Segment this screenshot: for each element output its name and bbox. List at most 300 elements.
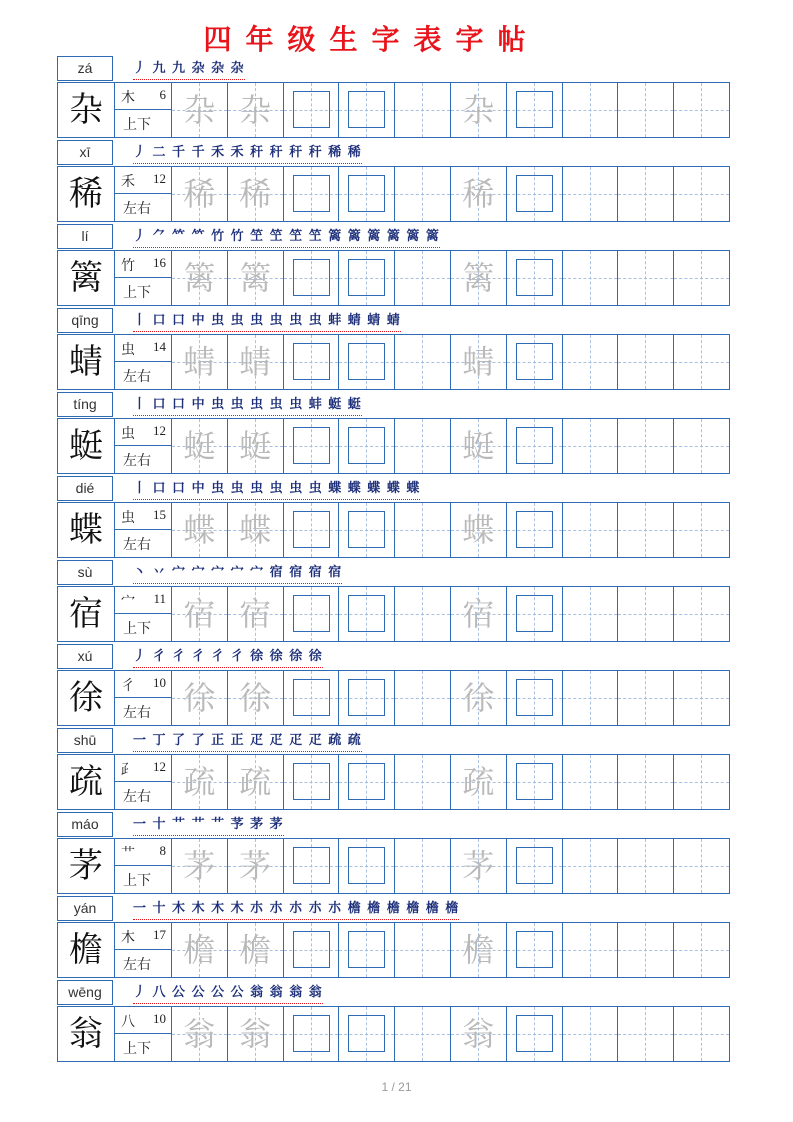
practice-cell <box>171 587 227 641</box>
practice-row <box>57 418 730 474</box>
model-character: 疏 <box>69 762 103 802</box>
practice-cell <box>227 167 283 221</box>
structure: 左右 <box>123 453 151 469</box>
practice-cell <box>227 251 283 305</box>
radical: 禾 <box>121 174 135 190</box>
practice-cell <box>227 335 283 389</box>
practice-cell <box>394 755 450 809</box>
practice-cell <box>394 335 450 389</box>
practice-cell <box>506 671 562 725</box>
practice-cell <box>450 419 506 473</box>
practice-cell <box>617 335 673 389</box>
pinyin-row <box>57 476 730 502</box>
practice-row <box>57 166 730 222</box>
practice-cell <box>338 251 394 305</box>
trace-character: 檐 <box>462 931 495 969</box>
practice-cell <box>562 923 618 977</box>
trace-character: 翁 <box>462 1015 495 1053</box>
writing-box <box>293 1015 330 1052</box>
practice-cell <box>617 839 673 893</box>
trace-character: 稀 <box>239 175 272 213</box>
pinyin-label: yán <box>57 896 113 921</box>
stroke-order: 一 十 艹 艹 艹 芧 茅 茅 <box>133 814 284 836</box>
trace-character: 徐 <box>183 679 216 717</box>
practice-cell <box>673 419 729 473</box>
trace-character: 翁 <box>239 1015 272 1053</box>
practice-cell <box>617 167 673 221</box>
model-character: 茅 <box>69 846 103 886</box>
practice-cell <box>171 503 227 557</box>
pinyin-label: dié <box>57 476 113 501</box>
stroke-count: 6 <box>159 87 166 102</box>
character-info <box>114 251 171 305</box>
trace-character: 檐 <box>239 931 272 969</box>
practice-row <box>57 670 730 726</box>
practice-cell <box>506 587 562 641</box>
radical: 八 <box>121 1014 135 1030</box>
pinyin-row <box>57 392 730 418</box>
writing-box <box>516 511 553 548</box>
practice-cell <box>673 755 729 809</box>
trace-character: 蜓 <box>239 427 272 465</box>
stroke-count: 11 <box>153 591 166 606</box>
stroke-order: 丿 八 公 公 公 公 翁 翁 翁 翁 <box>133 982 323 1004</box>
trace-character: 宿 <box>462 595 495 633</box>
practice-cell <box>617 923 673 977</box>
practice-cell <box>338 419 394 473</box>
structure: 左右 <box>123 705 151 721</box>
writing-box <box>516 427 553 464</box>
practice-cell <box>394 587 450 641</box>
practice-cell <box>171 923 227 977</box>
radical: 虫 <box>121 342 135 358</box>
practice-cell <box>562 335 618 389</box>
practice-cell <box>171 251 227 305</box>
practice-cells <box>171 83 729 137</box>
pinyin-label: máo <box>57 812 113 837</box>
practice-cell <box>338 587 394 641</box>
practice-cell <box>338 503 394 557</box>
trace-character: 宿 <box>239 595 272 633</box>
writing-box <box>293 259 330 296</box>
practice-cell <box>617 1007 673 1061</box>
radical: 虫 <box>121 426 135 442</box>
practice-cell <box>227 923 283 977</box>
practice-cell <box>394 923 450 977</box>
stroke-count: 17 <box>153 927 166 942</box>
practice-cell <box>506 503 562 557</box>
practice-cell <box>394 83 450 137</box>
practice-cells <box>171 923 729 977</box>
structure: 左右 <box>123 957 151 973</box>
practice-row <box>57 1006 730 1062</box>
practice-cell <box>171 419 227 473</box>
trace-character: 篱 <box>183 259 216 297</box>
pinyin-row <box>57 980 730 1006</box>
practice-cell <box>673 923 729 977</box>
practice-cell <box>506 839 562 893</box>
structure: 上下 <box>123 621 151 637</box>
writing-box <box>293 595 330 632</box>
stroke-order: 一 丁 了 了 正 正 疋 疋 疋 疋 疏 疏 <box>133 730 362 752</box>
radical: 彳 <box>121 678 135 694</box>
practice-cell <box>562 1007 618 1061</box>
practice-cell <box>283 167 339 221</box>
practice-cells <box>171 671 729 725</box>
writing-box <box>293 175 330 212</box>
practice-cell <box>338 1007 394 1061</box>
page-number: 1 / 21 <box>381 1080 412 1094</box>
stroke-count: 12 <box>153 171 166 186</box>
stroke-count: 16 <box>153 255 166 270</box>
practice-cell <box>171 755 227 809</box>
practice-cell <box>673 335 729 389</box>
stroke-count: 12 <box>153 423 166 438</box>
trace-character: 徐 <box>462 679 495 717</box>
practice-cell <box>338 83 394 137</box>
trace-character: 宿 <box>183 595 216 633</box>
character-block <box>57 392 730 476</box>
structure: 左右 <box>123 789 151 805</box>
pinyin-row <box>57 812 730 838</box>
writing-box <box>293 511 330 548</box>
practice-cell <box>562 167 618 221</box>
practice-cell <box>506 167 562 221</box>
stroke-order: 丿 二 千 千 禾 禾 秆 秆 秆 秆 稀 稀 <box>133 142 362 164</box>
writing-box <box>516 175 553 212</box>
pinyin-label: xī <box>57 140 113 165</box>
trace-character: 蝶 <box>183 511 216 549</box>
writing-box <box>348 679 385 716</box>
character-info <box>114 923 171 977</box>
trace-character: 蜻 <box>239 343 272 381</box>
practice-cells <box>171 1007 729 1061</box>
writing-box <box>293 763 330 800</box>
practice-row <box>57 334 730 390</box>
practice-cell <box>338 335 394 389</box>
pinyin-label: xú <box>57 644 113 669</box>
practice-cell <box>283 503 339 557</box>
structure: 上下 <box>123 1041 151 1057</box>
radical: 木 <box>121 930 135 946</box>
practice-cells <box>171 503 729 557</box>
practice-cell <box>673 839 729 893</box>
pinyin-label: zá <box>57 56 113 81</box>
writing-box <box>348 511 385 548</box>
radical: 竹 <box>121 258 135 274</box>
practice-cell <box>283 923 339 977</box>
practice-row <box>57 502 730 558</box>
trace-character: 翁 <box>183 1015 216 1053</box>
trace-character: 稀 <box>183 175 216 213</box>
character-block <box>57 560 730 644</box>
trace-character: 茅 <box>462 847 495 885</box>
practice-row <box>57 250 730 306</box>
practice-cell <box>562 83 618 137</box>
writing-box <box>348 1015 385 1052</box>
trace-character: 稀 <box>462 175 495 213</box>
practice-cell <box>283 251 339 305</box>
pinyin-row <box>57 560 730 586</box>
trace-character: 茅 <box>183 847 216 885</box>
practice-cell <box>562 671 618 725</box>
practice-row <box>57 922 730 978</box>
character-info <box>114 587 171 641</box>
practice-cell <box>450 167 506 221</box>
pinyin-row <box>57 896 730 922</box>
character-info <box>114 755 171 809</box>
radical: 木 <box>121 90 135 106</box>
trace-character: 茅 <box>239 847 272 885</box>
writing-box <box>516 343 553 380</box>
trace-character: 杂 <box>183 91 216 129</box>
model-character: 宿 <box>69 594 103 634</box>
stroke-order: 丿 彳 彳 彳 彳 彳 徐 徐 徐 徐 <box>133 646 323 668</box>
practice-cell <box>227 1007 283 1061</box>
character-info <box>114 419 171 473</box>
structure: 上下 <box>123 285 151 301</box>
pinyin-row <box>57 728 730 754</box>
writing-box <box>516 259 553 296</box>
writing-box <box>348 91 385 128</box>
writing-box <box>516 595 553 632</box>
model-character: 徐 <box>69 678 103 718</box>
practice-cell <box>171 335 227 389</box>
writing-box <box>348 343 385 380</box>
practice-cell <box>394 251 450 305</box>
practice-cell <box>506 251 562 305</box>
stroke-order: 丶 丷 宀 宀 宀 宀 宀 宿 宿 宿 宿 <box>133 562 342 584</box>
practice-cell <box>617 587 673 641</box>
practice-cell <box>673 251 729 305</box>
practice-cell <box>450 251 506 305</box>
practice-cell <box>562 251 618 305</box>
practice-cell <box>171 1007 227 1061</box>
character-block <box>57 476 730 560</box>
character-info <box>114 503 171 557</box>
trace-character: 蝶 <box>462 511 495 549</box>
writing-box <box>293 679 330 716</box>
character-info <box>114 671 171 725</box>
stroke-count: 15 <box>153 507 166 522</box>
practice-cell <box>394 503 450 557</box>
pinyin-label: tíng <box>57 392 113 417</box>
practice-cell <box>394 419 450 473</box>
structure: 左右 <box>123 369 151 385</box>
writing-box <box>293 427 330 464</box>
radical: 艹 <box>121 846 135 862</box>
practice-row <box>57 586 730 642</box>
pinyin-row <box>57 224 730 250</box>
model-character: 蝶 <box>69 510 103 550</box>
practice-cell <box>171 671 227 725</box>
stroke-order: 丿 ⺈ 𥫗 𥫗 竹 竹 笁 笁 笁 笁 篱 篱 篱 篱 篱 篱 <box>133 226 440 248</box>
practice-cell <box>283 839 339 893</box>
practice-cell <box>227 83 283 137</box>
character-block <box>57 728 730 812</box>
practice-cell <box>562 839 618 893</box>
pinyin-label: lí <box>57 224 113 249</box>
structure: 上下 <box>123 117 151 133</box>
worksheet-grid <box>57 56 730 1064</box>
practice-cell <box>617 755 673 809</box>
writing-box <box>293 91 330 128</box>
practice-cell <box>283 83 339 137</box>
practice-cells <box>171 755 729 809</box>
practice-cell <box>283 335 339 389</box>
practice-cell <box>506 419 562 473</box>
model-character: 杂 <box>69 90 103 130</box>
trace-character: 篱 <box>239 259 272 297</box>
stroke-count: 12 <box>153 759 166 774</box>
stroke-count: 14 <box>153 339 166 354</box>
character-block <box>57 980 730 1064</box>
practice-cells <box>171 335 729 389</box>
practice-cell <box>506 335 562 389</box>
practice-cell <box>450 671 506 725</box>
model-character: 翁 <box>69 1014 103 1054</box>
practice-cell <box>673 503 729 557</box>
practice-cell <box>171 839 227 893</box>
practice-cell <box>450 1007 506 1061</box>
trace-character: 疏 <box>239 763 272 801</box>
practice-cell <box>450 587 506 641</box>
practice-cell <box>450 923 506 977</box>
practice-cells <box>171 587 729 641</box>
practice-cell <box>338 923 394 977</box>
character-block <box>57 896 730 980</box>
trace-character: 檐 <box>183 931 216 969</box>
practice-cell <box>450 755 506 809</box>
page-title: 四年级生字表字帖 <box>203 23 540 56</box>
practice-cell <box>673 167 729 221</box>
practice-cell <box>506 923 562 977</box>
model-character: 檐 <box>69 930 103 970</box>
pinyin-label: qīng <box>57 308 113 333</box>
practice-cell <box>673 587 729 641</box>
practice-cell <box>673 83 729 137</box>
pinyin-row <box>57 140 730 166</box>
practice-cell <box>227 671 283 725</box>
practice-cell <box>506 83 562 137</box>
practice-cell <box>673 671 729 725</box>
writing-box <box>348 931 385 968</box>
structure: 左右 <box>123 201 151 217</box>
practice-cell <box>338 755 394 809</box>
pinyin-row <box>57 308 730 334</box>
practice-cell <box>227 503 283 557</box>
pinyin-row <box>57 644 730 670</box>
practice-cells <box>171 419 729 473</box>
writing-box <box>348 763 385 800</box>
practice-cell <box>227 587 283 641</box>
structure: 上下 <box>123 873 151 889</box>
practice-cell <box>506 755 562 809</box>
trace-character: 杂 <box>462 91 495 129</box>
practice-cell <box>283 671 339 725</box>
trace-character: 疏 <box>183 763 216 801</box>
practice-cell <box>227 755 283 809</box>
writing-box <box>516 763 553 800</box>
writing-box <box>516 679 553 716</box>
model-character: 蜓 <box>69 426 103 466</box>
practice-cell <box>394 167 450 221</box>
character-block <box>57 56 730 140</box>
trace-character: 蜻 <box>462 343 495 381</box>
practice-cell <box>283 587 339 641</box>
practice-cell <box>283 1007 339 1061</box>
writing-box <box>293 931 330 968</box>
practice-cell <box>394 839 450 893</box>
writing-box <box>516 931 553 968</box>
writing-box <box>348 259 385 296</box>
practice-cell <box>171 167 227 221</box>
trace-character: 蜓 <box>183 427 216 465</box>
character-info <box>114 83 171 137</box>
character-info <box>114 1007 171 1061</box>
character-block <box>57 140 730 224</box>
practice-cell <box>673 1007 729 1061</box>
practice-cells <box>171 839 729 893</box>
stroke-count: 10 <box>153 675 166 690</box>
trace-character: 篱 <box>462 259 495 297</box>
practice-cell <box>562 503 618 557</box>
practice-cell <box>562 755 618 809</box>
radical: 虫 <box>121 510 135 526</box>
practice-cell <box>450 503 506 557</box>
writing-box <box>516 847 553 884</box>
radical: ⺪ <box>121 762 135 778</box>
pinyin-label: wēng <box>57 980 113 1005</box>
pinyin-label: sù <box>57 560 113 585</box>
writing-box <box>348 847 385 884</box>
character-info <box>114 335 171 389</box>
practice-row <box>57 754 730 810</box>
practice-cells <box>171 251 729 305</box>
writing-box <box>348 427 385 464</box>
practice-cell <box>617 503 673 557</box>
practice-cell <box>450 335 506 389</box>
practice-cell <box>394 1007 450 1061</box>
practice-cell <box>562 587 618 641</box>
practice-cell <box>617 251 673 305</box>
practice-cell <box>617 671 673 725</box>
trace-character: 蜻 <box>183 343 216 381</box>
trace-character: 杂 <box>239 91 272 129</box>
trace-character: 蜓 <box>462 427 495 465</box>
trace-character: 蝶 <box>239 511 272 549</box>
model-character: 蜻 <box>69 342 103 382</box>
character-block <box>57 644 730 728</box>
stroke-order: 丨 口 口 中 虫 虫 虫 虫 虫 虫 蚌 蜻 蜻 蜻 <box>133 310 401 332</box>
practice-cell <box>227 419 283 473</box>
practice-cell <box>506 1007 562 1061</box>
writing-box <box>293 343 330 380</box>
stroke-order: 一 十 木 木 木 木 朩 朩 朩 朩 朩 檐 檐 檐 檐 檐 檐 <box>133 898 459 920</box>
character-block <box>57 224 730 308</box>
trace-character: 徐 <box>239 679 272 717</box>
practice-cell <box>338 671 394 725</box>
writing-box <box>516 1015 553 1052</box>
practice-cell <box>283 755 339 809</box>
practice-cell <box>171 83 227 137</box>
writing-box <box>516 91 553 128</box>
practice-cells <box>171 167 729 221</box>
practice-cell <box>338 167 394 221</box>
stroke-order: 丨 口 口 中 虫 虫 虫 虫 虫 蚌 蜓 蜓 <box>133 394 362 416</box>
practice-cell <box>562 419 618 473</box>
radical: 宀 <box>121 594 135 610</box>
